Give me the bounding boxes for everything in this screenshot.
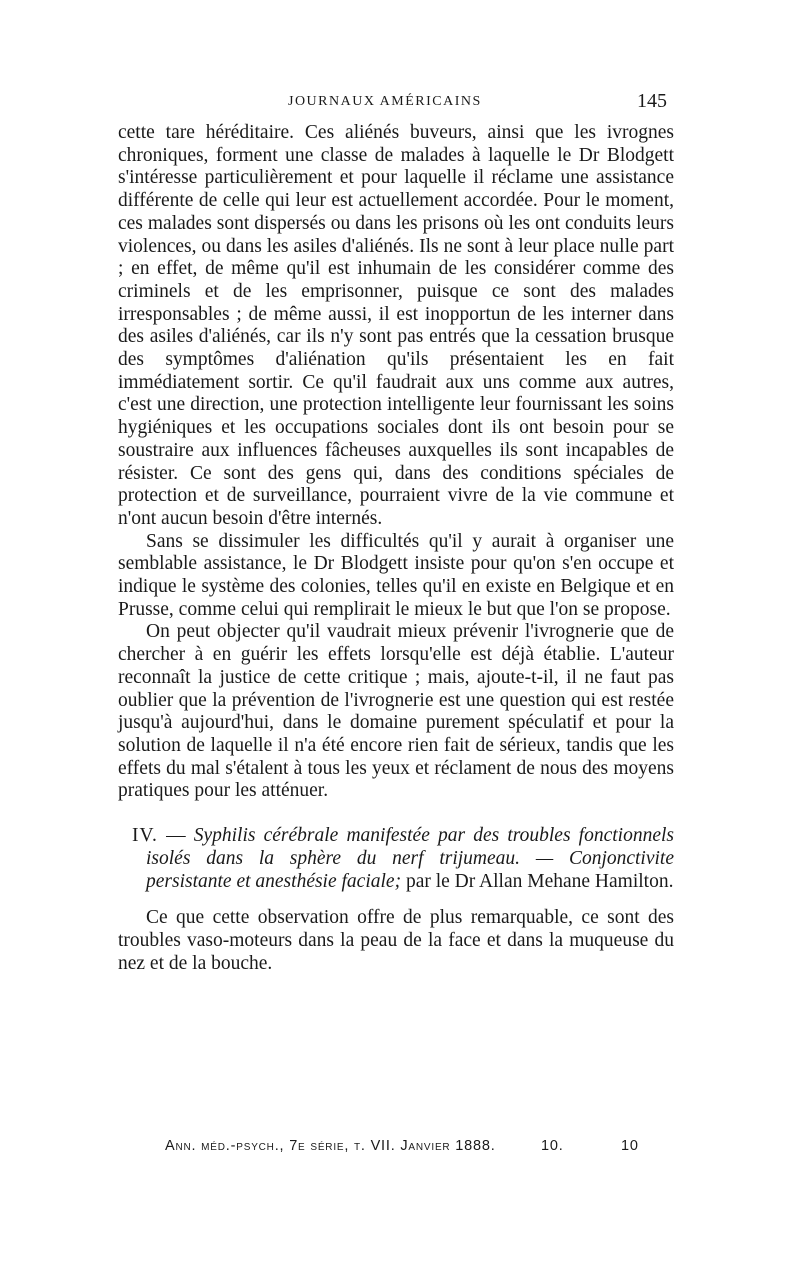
section-byline: par le Dr Allan Mehane Hamilton. (401, 870, 674, 892)
paragraph: On peut objecter qu'il vaudrait mieux prévenir l'ivrognerie que de chercher à en guérir les effets lorsqu'elle est déjà établie. L'auteur reconnaît la justice de cette critique ; mais, ajoute-t-il, il ne faut pas oublier que la prévention de l'ivrognerie est une question qui est restée jusqu'à aujourd'hui, dans le domaine purement spéculatif et pour la solution de laquelle il n'a été encore rien fait de sérieux, tandis que les effets du mal s'étalent à tous les yeux et réclament de nous des moyens pratiques pour les atténuer. (118, 621, 674, 802)
paragraph: cette tare héréditaire. Ces aliénés buveurs, ainsi que les ivrognes chroniques, forment une classe de malades à laquelle le Dr Blodgett s'intéresse particulièrement et pour laquelle il réclame une assistance différente de celle qui leur est actuellement accordée. Pour le moment, ces malades sont dispersés ou dans les prisons où les ont conduits leurs violences, ou dans les asiles d'aliénés. Ils ne sont à leur place nulle part ; en effet, de même qu'il est inhumain de les considérer comme des criminels et de les emprisonner, puisque ce sont des malades irresponsables ; de même aussi, il est inopportun de les interner dans des asiles d'aliénés, car ils n'y sont pas entrés que la cessation brusque des symptômes d'aliénation qu'ils présentaient les en fait immédiatement sortir. Ce qu'il faudrait aux uns comme aux autres, c'est une direction, une protection intelligente leur fournissant les soins hygiéniques et les occupations sociales dont ils ont besoin pour se soustraire aux influences fâcheuses auxquelles ils sont incapables de résister. Ce sont des gens qui, dans des conditions spéciales de protection et de surveillance, pourraient vivre de la vie commune et n'ont aucun besoin d'être internés. (118, 122, 674, 529)
page-header (128, 90, 673, 120)
journal-signature: Ann. méd.-psych., 7e série, t. VII. Janvier 1888. (165, 1138, 496, 1154)
section-heading (118, 825, 674, 893)
paragraph: Sans se dissimuler les difficultés qu'il y aurait à organiser une semblable assistance, le Dr Blodgett insiste pour qu'on s'en occupe et indique le système des colonies, telles qu'il en existe en Belgique et en Prusse, comme celui qui remplirait le mieux le but que l'on se propose. (118, 530, 674, 620)
paragraph: Ce que cette observation offre de plus remarquable, ce sont des troubles vaso-moteurs dans la peau de la face et dans la muqueuse du nez et de la bouche. (118, 907, 674, 974)
section-number: IV. (132, 825, 158, 847)
page-footer (165, 1138, 665, 1154)
page-number: 145 (637, 90, 667, 112)
body-text (118, 122, 674, 975)
signature-mark: 10 (621, 1138, 639, 1154)
section-dash: — (157, 825, 194, 847)
section-title: Syphilis cérébrale manifestée par des troubles fonctionnels isolés dans la sphère du nerf trijumeau. — Conjonctivite persistante et anesthésie faciale; (146, 825, 674, 892)
running-head: JOURNAUX AMÉRICAINS (288, 94, 482, 109)
signature-mark: 10. (541, 1138, 564, 1154)
